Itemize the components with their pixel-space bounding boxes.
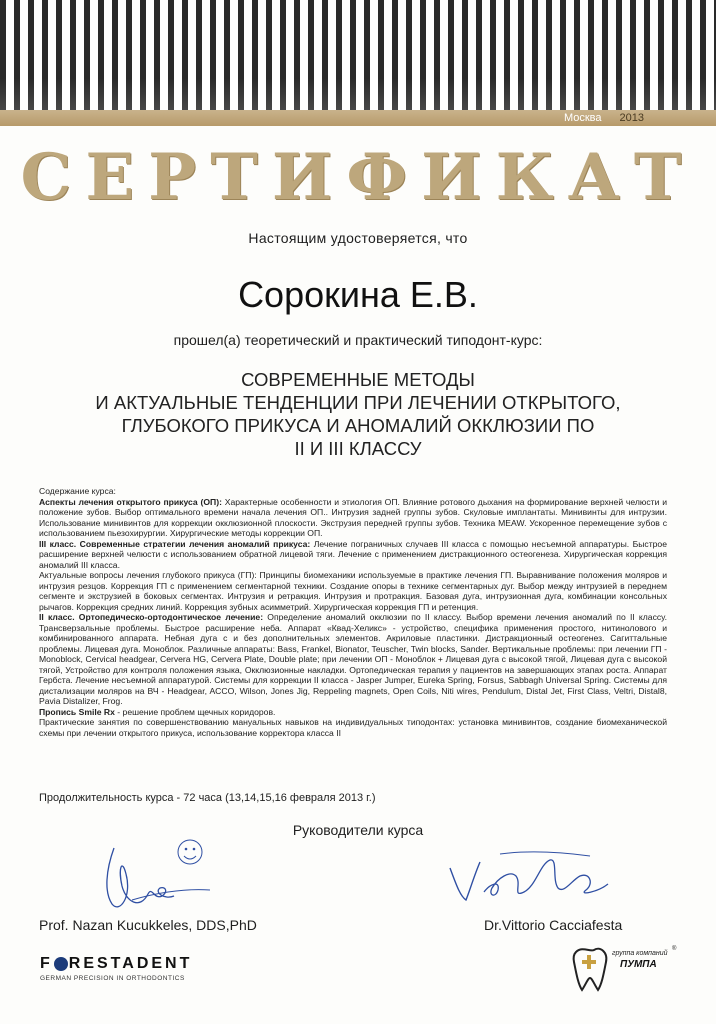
signatory-left-name: Prof. Nazan Kucukkeles, DDS,PhD	[39, 917, 257, 933]
content-item	[39, 612, 667, 707]
content-item	[39, 707, 667, 718]
signature-left	[92, 830, 242, 920]
content-item	[39, 539, 667, 571]
signatory-right-name: Dr.Vittorio Cacciafesta	[484, 917, 623, 933]
course-title-line: И АКТУАЛЬНЫЕ ТЕНДЕНЦИИ ПРИ ЛЕЧЕНИИ ОТКРЫТОГО,	[95, 392, 621, 413]
content-item-head: II класс. Ортопедическо-ортодонтическое лечение:	[39, 612, 264, 622]
pumpa-wordmark: ПУМПА	[620, 959, 657, 970]
content-item	[39, 497, 667, 539]
city-label: Москва	[563, 112, 602, 124]
passed-text: прошел(а) теоретический и практический типодонт-курс:	[173, 332, 543, 348]
content-item-head: III класс. Современные стратегии лечения аномалий прикуса:	[39, 538, 311, 549]
content-heading: Содержание курса:	[39, 486, 116, 496]
content-item-text: Практические занятия по совершенствованию мануальных навыков на индивидуальных типодонтах: установка минивинтов, создание биомеханической схемы при лечении открытого прикуса, использование корректора класса II	[39, 717, 667, 738]
course-title-line: СОВРЕМЕННЫЕ МЕТОДЫ	[241, 369, 475, 390]
content-item-text: Характерные особенности и этиология ОП. Влияние ротового дыхания на формирование верхней челюсти и положение зубов. Выбор оптимального времени начала лечения ОП.. Интрузия задней группы зубов. Скуловые имплантаты. Минивинты для интрузии. Использование минивинтов для коррекции окклюзионной плоскости. Экструзия передней группы зубов. Техника MEAW. Ускоренное перемещение зубов с использованием пьезохирургии. Хирургические методы коррекции ОП.	[39, 496, 667, 538]
year-label: 2013	[619, 112, 644, 124]
content-item-text: Актуальные вопросы лечения глубокого прикуса (ГП): Принципы биомеханики используемые в практике лечения ГП. Выравнивание положения моляров и интрузия резцов. Коррекция ГП с применением сегментарной техники. Создание опоры в технике сегментарных дуг. Выбор между интрузией в переднем сегменте и экструзией в боковых сегментах. Интрузия и ретракция. Интрузия и протракция. Базовая дуга, интрузионная дуга, комбинации консольных рычагов. Коррекция средних линий. Коррекция зубных асимметрий. Хирургическая коррекция ГП и ретенция.	[39, 570, 667, 612]
course-title-line: II И III КЛАССУ	[294, 438, 422, 459]
city-year	[564, 110, 644, 126]
course-duration: Продолжительность курса - 72 часа (13,14,15,16 февраля 2013 г.)	[39, 792, 376, 804]
pumpa-group-label: группа компаний	[612, 950, 668, 957]
tooth-icon	[568, 944, 612, 994]
course-content	[39, 486, 667, 738]
content-item	[39, 717, 667, 738]
forestadent-logo	[40, 955, 192, 982]
forestadent-wordmark: F RESTADENT	[40, 955, 193, 972]
course-title	[0, 368, 716, 460]
content-item-text: - решение проблем щечных коридоров.	[114, 706, 276, 717]
registered-mark: ®	[672, 946, 677, 952]
forestadent-tagline: GERMAN PRECISION IN ORTHODONTICS	[40, 975, 185, 982]
content-item-text: Определение аномалий окклюзии по II классу. Выбор времени лечения аномалий по II классу. Трансверзальные проблемы. Быстрое расширение неба. Аппарат «Квад-Хеликс» - устройство, специфика применения простого, нитинолового и комбинированного аппарата. Небная дуга с и без дополнительных элементов. Акриловые пластинки. Дистракционный остеогенез. Сагиттальные проблемы. Лицевая дуга. Моноблок. Различные аппараты: Bass, Frankel, Bionator, Teuscher, Twin blocks, Sander. Вертикальные проблемы: при лечении ГП -Monoblock, Cervical headgear, Cervera HG, Cervera Plate, Double plate; при лечении ОП - Моноблок + Лицевая дуга с высокой тягой, Лицевая дуга с высокой тягой, Устройство для контроля положения языка, Окклюзионные накладки. Ортопедическая терапия у пациентов на завершающих этапах роста. Аппарат Гербста. Лечение несъемной аппаратурой. Системы для коррекции II класса - Jasper Jumper, Eureka Spring, Forsus, Sabbagh Universal Spring. Системы для дистализации моляров на ВЧ - Headgear, ACCO, Wilson, Jones Jig, Reppeling magnets, Open Coils, Niti wires, Pendulum, Distal Jet, First Class, Veltri, Distal8, Pavia Distalizer, Frog.	[39, 612, 667, 706]
content-item-head: Аспекты лечения открытого прикуса (ОП):	[39, 496, 222, 507]
pumpa-logo	[568, 944, 680, 994]
globe-icon	[54, 957, 68, 971]
signature-right	[440, 840, 620, 910]
certificate-title: СЕРТИФИКАТ	[20, 140, 696, 215]
leaders-heading: Руководители курса	[292, 822, 424, 838]
certify-text: Настоящим удостоверяется, что	[248, 230, 468, 246]
content-item-head: Пропись Smile Rx	[39, 706, 115, 717]
content-item	[39, 570, 667, 612]
recipient-name: Сорокина Е.В.	[238, 274, 478, 315]
content-item-text: Лечение пограничных случаев III класса с помощью несъемной аппаратуры. Быстрое расширение верхней челюсти с использованием обратной лицевой тяги. Лечение с применением дистракционного остеогенеза. Хирургическая коррекция аномалий III класса.	[39, 538, 667, 570]
course-title-line: ГЛУБОКОГО ПРИКУСА И АНОМАЛИЙ ОККЛЮЗИИ ПО	[121, 415, 595, 436]
